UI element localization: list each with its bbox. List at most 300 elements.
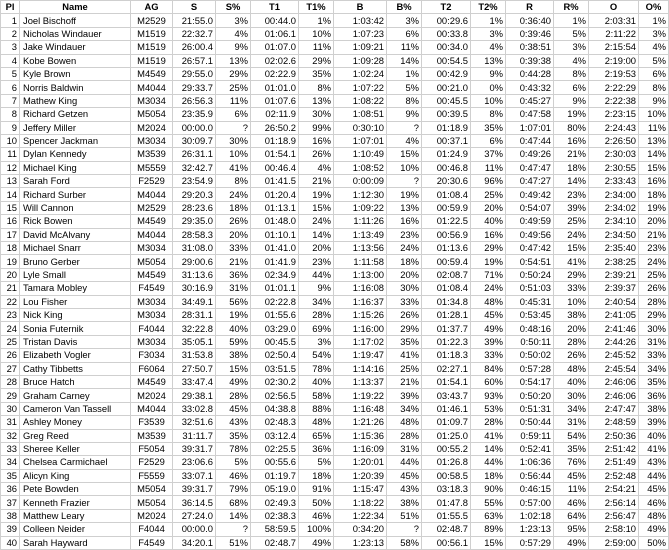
- table-cell: 26%: [554, 349, 589, 362]
- table-cell: 37%: [471, 148, 506, 161]
- table-cell: 29: [1, 389, 20, 402]
- table-cell: 58%: [387, 536, 422, 549]
- table-cell: M4549: [131, 268, 173, 281]
- table-cell: 30%: [216, 134, 251, 147]
- table-cell: 2:19:53: [589, 67, 639, 80]
- table-cell: 35%: [554, 442, 589, 455]
- table-cell: 0:43:32: [506, 81, 554, 94]
- table-cell: 01:20.4: [251, 188, 299, 201]
- table-cell: 2:11:22: [589, 27, 639, 40]
- table-cell: 0:54:17: [506, 375, 554, 388]
- table-cell: 2:26:50: [589, 134, 639, 147]
- table-cell: 2:39:37: [589, 282, 639, 295]
- table-cell: 19: [1, 255, 20, 268]
- table-cell: 0:50:20: [506, 389, 554, 402]
- table-cell: 45%: [216, 402, 251, 415]
- table-cell: Bruno Gerber: [20, 255, 131, 268]
- table-cell: M3034: [131, 295, 173, 308]
- table-cell: 18%: [387, 255, 422, 268]
- table-cell: Sonia Futernik: [20, 322, 131, 335]
- table-cell: 23:06.6: [173, 456, 216, 469]
- column-header: Pl: [1, 1, 20, 14]
- table-cell: 68%: [216, 496, 251, 509]
- table-cell: 0:46:15: [506, 483, 554, 496]
- table-cell: 2:46:06: [589, 389, 639, 402]
- table-cell: 01:48.0: [251, 215, 299, 228]
- table-cell: M5054: [131, 108, 173, 121]
- table-cell: 1:13:37: [334, 375, 387, 388]
- table-cell: Michael King: [20, 161, 131, 174]
- table-cell: 2:48:59: [589, 416, 639, 429]
- table-cell: Sarah Hayward: [20, 536, 131, 549]
- table-cell: 00:33.8: [422, 27, 471, 40]
- table-cell: 01:19.7: [251, 469, 299, 482]
- table-cell: 40%: [299, 375, 334, 388]
- table-cell: 2:50:36: [589, 429, 639, 442]
- table-cell: 13%: [471, 54, 506, 67]
- table-cell: 0:57:00: [506, 496, 554, 509]
- table-cell: 35%: [639, 375, 669, 388]
- table-cell: 0:57:28: [506, 362, 554, 375]
- table-cell: 15%: [387, 148, 422, 161]
- table-cell: 26:00.4: [173, 41, 216, 54]
- table-cell: 00:56.9: [422, 228, 471, 241]
- table-cell: 2:30:03: [589, 148, 639, 161]
- table-cell: 21%: [639, 228, 669, 241]
- table-cell: 0:57:29: [506, 536, 554, 549]
- table-cell: 41%: [387, 349, 422, 362]
- table-cell: 01:08.4: [422, 282, 471, 295]
- table-cell: 00:58.5: [422, 469, 471, 482]
- table-cell: 8%: [471, 108, 506, 121]
- table-cell: 4%: [554, 54, 589, 67]
- table-cell: 9%: [299, 282, 334, 295]
- table-row: [1, 483, 669, 496]
- table-cell: 34%: [299, 295, 334, 308]
- table-row: [1, 94, 669, 107]
- table-cell: 0:34:20: [334, 523, 387, 536]
- table-cell: 28%: [216, 389, 251, 402]
- table-cell: 4%: [639, 41, 669, 54]
- table-cell: 37: [1, 496, 20, 509]
- table-row: [1, 456, 669, 469]
- table-cell: 2:41:46: [589, 322, 639, 335]
- table-cell: 00:55.6: [251, 456, 299, 469]
- table-cell: Joel Bischoff: [20, 14, 131, 27]
- table-cell: 26%: [387, 308, 422, 321]
- table-cell: 54%: [554, 429, 589, 442]
- table-cell: 20%: [554, 322, 589, 335]
- table-cell: F2529: [131, 175, 173, 188]
- table-cell: 46%: [639, 496, 669, 509]
- table-cell: 51%: [216, 536, 251, 549]
- table-cell: 13: [1, 175, 20, 188]
- table-cell: 26:31.1: [173, 148, 216, 161]
- table-row: [1, 536, 669, 549]
- table-cell: F4044: [131, 523, 173, 536]
- table-cell: 01:10.1: [251, 228, 299, 241]
- table-cell: 40: [1, 536, 20, 549]
- table-cell: 31:53.8: [173, 349, 216, 362]
- column-header: AG: [131, 1, 173, 14]
- table-cell: 33%: [554, 282, 589, 295]
- column-header: T2: [422, 1, 471, 14]
- table-cell: 2:45:52: [589, 349, 639, 362]
- table-cell: 03:51.5: [251, 362, 299, 375]
- table-cell: 2:58:10: [589, 523, 639, 536]
- table-cell: 10%: [216, 148, 251, 161]
- table-cell: 35: [1, 469, 20, 482]
- table-cell: 5%: [299, 456, 334, 469]
- table-cell: 19%: [471, 255, 506, 268]
- table-cell: 50%: [639, 536, 669, 549]
- table-cell: 01:55.6: [251, 308, 299, 321]
- table-cell: 10%: [471, 94, 506, 107]
- table-cell: 41%: [554, 255, 589, 268]
- table-cell: 32:22.8: [173, 322, 216, 335]
- table-cell: 0:49:59: [506, 215, 554, 228]
- table-cell: 9%: [216, 41, 251, 54]
- column-header: T2%: [471, 1, 506, 14]
- table-cell: 14%: [639, 148, 669, 161]
- table-cell: 38%: [387, 496, 422, 509]
- table-cell: 00:44.0: [251, 14, 299, 27]
- table-cell: 49%: [471, 322, 506, 335]
- table-cell: 1:16:00: [334, 322, 387, 335]
- table-row: [1, 335, 669, 348]
- table-cell: 14%: [554, 175, 589, 188]
- table-row: [1, 322, 669, 335]
- table-cell: 29:38.1: [173, 389, 216, 402]
- table-cell: Bruce Hatch: [20, 375, 131, 388]
- table-cell: 02:27.1: [422, 362, 471, 375]
- table-cell: 11%: [216, 94, 251, 107]
- table-cell: 2:47:47: [589, 402, 639, 415]
- table-cell: 01:01.0: [251, 81, 299, 94]
- table-cell: 1:07:01: [506, 121, 554, 134]
- table-cell: 4%: [387, 134, 422, 147]
- table-cell: 14%: [471, 442, 506, 455]
- table-cell: 2:41:05: [589, 308, 639, 321]
- table-cell: 25%: [387, 362, 422, 375]
- table-cell: 18%: [299, 469, 334, 482]
- table-cell: 02:11.9: [251, 108, 299, 121]
- table-cell: 03:29.0: [251, 322, 299, 335]
- table-row: [1, 429, 669, 442]
- table-cell: 20:30.6: [422, 175, 471, 188]
- table-cell: 25%: [554, 215, 589, 228]
- table-cell: 29:55.0: [173, 67, 216, 80]
- table-cell: 40%: [471, 215, 506, 228]
- table-cell: 1:09:21: [334, 41, 387, 54]
- table-cell: Richard Getzen: [20, 108, 131, 121]
- table-cell: 1:11:58: [334, 255, 387, 268]
- table-cell: 3%: [554, 41, 589, 54]
- table-row: [1, 201, 669, 214]
- table-cell: David McAlvany: [20, 228, 131, 241]
- table-cell: M4044: [131, 228, 173, 241]
- table-cell: Mathew King: [20, 94, 131, 107]
- table-cell: 9: [1, 121, 20, 134]
- table-cell: Chelsea Carmichael: [20, 456, 131, 469]
- table-cell: 01:22.5: [422, 215, 471, 228]
- table-cell: 40%: [554, 375, 589, 388]
- table-cell: 24%: [471, 282, 506, 295]
- table-cell: 55%: [471, 496, 506, 509]
- table-cell: 0:44:28: [506, 67, 554, 80]
- table-cell: 2:23:15: [589, 108, 639, 121]
- table-cell: 30%: [387, 282, 422, 295]
- table-cell: 26%: [299, 148, 334, 161]
- table-cell: 71%: [471, 268, 506, 281]
- table-cell: 02:22.9: [251, 67, 299, 80]
- table-cell: 26%: [216, 215, 251, 228]
- table-cell: 3%: [387, 14, 422, 27]
- table-cell: 13%: [639, 134, 669, 147]
- table-cell: 31:13.6: [173, 268, 216, 281]
- table-cell: 0:45:27: [506, 94, 554, 107]
- table-cell: 49%: [299, 536, 334, 549]
- table-cell: 16%: [387, 215, 422, 228]
- table-cell: 1%: [639, 14, 669, 27]
- table-cell: 8: [1, 108, 20, 121]
- table-cell: 35%: [471, 121, 506, 134]
- table-cell: 8%: [299, 81, 334, 94]
- table-cell: 50%: [299, 496, 334, 509]
- table-cell: 79%: [216, 483, 251, 496]
- table-cell: 49%: [216, 375, 251, 388]
- table-cell: 30%: [554, 389, 589, 402]
- table-cell: 8%: [387, 94, 422, 107]
- table-cell: 2:44:26: [589, 335, 639, 348]
- table-cell: 01:06.1: [251, 27, 299, 40]
- table-cell: 39%: [554, 201, 589, 214]
- table-cell: 8%: [554, 67, 589, 80]
- table-row: [1, 175, 669, 188]
- table-cell: 01:13.1: [251, 201, 299, 214]
- table-cell: F5054: [131, 442, 173, 455]
- table-cell: 2:51:42: [589, 442, 639, 455]
- table-cell: 11%: [387, 41, 422, 54]
- table-cell: 0:56:44: [506, 469, 554, 482]
- table-cell: 11%: [471, 161, 506, 174]
- table-cell: 44%: [639, 469, 669, 482]
- table-cell: 4%: [216, 27, 251, 40]
- table-cell: 16: [1, 215, 20, 228]
- table-cell: M4549: [131, 67, 173, 80]
- table-cell: 2:45:54: [589, 362, 639, 375]
- table-cell: 0:47:44: [506, 134, 554, 147]
- table-cell: 1:16:09: [334, 442, 387, 455]
- table-cell: Richard Surber: [20, 188, 131, 201]
- table-cell: 23: [1, 308, 20, 321]
- table-cell: 02:25.5: [251, 442, 299, 455]
- table-cell: 33: [1, 442, 20, 455]
- table-cell: 59%: [216, 335, 251, 348]
- table-cell: 45%: [639, 483, 669, 496]
- table-cell: 1:20:39: [334, 469, 387, 482]
- table-cell: 1:16:08: [334, 282, 387, 295]
- table-row: [1, 54, 669, 67]
- table-cell: 18: [1, 242, 20, 255]
- table-row: [1, 375, 669, 388]
- table-cell: F6064: [131, 362, 173, 375]
- table-cell: 28:58.3: [173, 228, 216, 241]
- table-cell: 40%: [216, 322, 251, 335]
- table-cell: 01:22.3: [422, 335, 471, 348]
- table-cell: 1%: [471, 14, 506, 27]
- table-cell: 10%: [299, 27, 334, 40]
- table-cell: 27: [1, 362, 20, 375]
- table-cell: 10%: [554, 295, 589, 308]
- table-cell: 36%: [639, 389, 669, 402]
- table-cell: 1:11:26: [334, 215, 387, 228]
- table-cell: Kenneth Frazier: [20, 496, 131, 509]
- table-cell: 36:14.5: [173, 496, 216, 509]
- table-cell: Spencer Jackman: [20, 134, 131, 147]
- table-row: [1, 268, 669, 281]
- table-cell: 01:18.9: [251, 134, 299, 147]
- table-cell: 0:49:56: [506, 228, 554, 241]
- table-row: [1, 255, 669, 268]
- table-cell: 0%: [471, 81, 506, 94]
- table-cell: 2:35:40: [589, 242, 639, 255]
- table-cell: 27:50.7: [173, 362, 216, 375]
- table-cell: 95%: [554, 523, 589, 536]
- table-cell: 26:50.2: [251, 121, 299, 134]
- table-cell: 0:00:09: [334, 175, 387, 188]
- table-cell: 0:47:42: [506, 242, 554, 255]
- table-cell: 2:03:31: [589, 14, 639, 27]
- table-cell: 0:50:11: [506, 335, 554, 348]
- table-cell: 16%: [471, 228, 506, 241]
- table-cell: 30: [1, 402, 20, 415]
- table-row: [1, 41, 669, 54]
- table-cell: 1:20:01: [334, 456, 387, 469]
- table-cell: 21%: [216, 255, 251, 268]
- table-cell: 01:18.3: [422, 349, 471, 362]
- table-cell: 1:17:02: [334, 335, 387, 348]
- table-row: [1, 282, 669, 295]
- table-cell: 0:39:46: [506, 27, 554, 40]
- table-cell: 00:00.0: [173, 523, 216, 536]
- table-cell: 64%: [554, 509, 589, 522]
- table-cell: M3034: [131, 94, 173, 107]
- table-cell: 02:08.7: [422, 268, 471, 281]
- table-cell: 31%: [216, 282, 251, 295]
- table-row: [1, 67, 669, 80]
- table-cell: 02:34.9: [251, 268, 299, 281]
- table-cell: 100%: [299, 523, 334, 536]
- table-cell: 29%: [387, 322, 422, 335]
- table-cell: 7: [1, 94, 20, 107]
- table-row: [1, 496, 669, 509]
- table-cell: 1:10:49: [334, 148, 387, 161]
- table-cell: 90%: [471, 483, 506, 496]
- table-cell: 58%: [299, 389, 334, 402]
- table-cell: 21%: [387, 375, 422, 388]
- table-cell: 36%: [299, 442, 334, 455]
- table-row: [1, 215, 669, 228]
- table-cell: 6%: [554, 81, 589, 94]
- table-row: [1, 295, 669, 308]
- table-cell: 26%: [639, 282, 669, 295]
- table-cell: 4%: [299, 161, 334, 174]
- table-cell: 2:22:38: [589, 94, 639, 107]
- table-cell: 32:51.6: [173, 416, 216, 429]
- table-cell: 45%: [387, 469, 422, 482]
- table-cell: 01:34.8: [422, 295, 471, 308]
- table-cell: 13%: [216, 54, 251, 67]
- table-cell: M1519: [131, 27, 173, 40]
- table-cell: 9%: [554, 94, 589, 107]
- table-cell: M5054: [131, 483, 173, 496]
- table-cell: 40%: [639, 429, 669, 442]
- column-header: R: [506, 1, 554, 14]
- table-cell: 05:19.0: [251, 483, 299, 496]
- table-cell: 03:18.3: [422, 483, 471, 496]
- table-row: [1, 14, 669, 27]
- table-cell: M5054: [131, 255, 173, 268]
- table-cell: Jake Windauer: [20, 41, 131, 54]
- table-cell: 01:07.6: [251, 94, 299, 107]
- table-cell: 01:09.7: [422, 416, 471, 429]
- table-cell: 0:47:27: [506, 175, 554, 188]
- table-cell: 2:24:43: [589, 121, 639, 134]
- column-header: S%: [216, 1, 251, 14]
- table-cell: 01:55.5: [422, 509, 471, 522]
- table-cell: 13%: [387, 201, 422, 214]
- table-cell: 1:23:13: [334, 536, 387, 549]
- table-cell: 15%: [471, 536, 506, 549]
- table-cell: 35%: [216, 429, 251, 442]
- column-header: O%: [639, 1, 669, 14]
- table-cell: 00:59.9: [422, 201, 471, 214]
- table-cell: 19%: [554, 108, 589, 121]
- table-cell: M3034: [131, 134, 173, 147]
- table-cell: 28:23.6: [173, 201, 216, 214]
- table-cell: 13%: [299, 94, 334, 107]
- table-cell: 43%: [216, 416, 251, 429]
- table-cell: 2:46:06: [589, 375, 639, 388]
- table-cell: 78%: [216, 442, 251, 455]
- table-cell: 19%: [387, 188, 422, 201]
- table-cell: 00:59.4: [422, 255, 471, 268]
- table-cell: 0:51:31: [506, 402, 554, 415]
- table-cell: 1:08:52: [334, 161, 387, 174]
- table-cell: Sheree Keller: [20, 442, 131, 455]
- table-cell: 00:34.0: [422, 41, 471, 54]
- column-header: B%: [387, 1, 422, 14]
- table-cell: 27:24.0: [173, 509, 216, 522]
- table-cell: 2:15:54: [589, 41, 639, 54]
- table-cell: 23%: [387, 228, 422, 241]
- table-cell: 10%: [387, 161, 422, 174]
- table-cell: ?: [387, 175, 422, 188]
- table-row: [1, 188, 669, 201]
- table-cell: 2:34:00: [589, 188, 639, 201]
- table-cell: 69%: [299, 322, 334, 335]
- table-cell: 32: [1, 429, 20, 442]
- table-cell: 46%: [216, 469, 251, 482]
- table-cell: 1:13:00: [334, 268, 387, 281]
- table-cell: Dylan Kennedy: [20, 148, 131, 161]
- table-cell: 60%: [471, 375, 506, 388]
- table-cell: 01:26.8: [422, 456, 471, 469]
- table-cell: 01:01.1: [251, 282, 299, 295]
- table-cell: 00:54.5: [422, 54, 471, 67]
- column-header: T1: [251, 1, 299, 14]
